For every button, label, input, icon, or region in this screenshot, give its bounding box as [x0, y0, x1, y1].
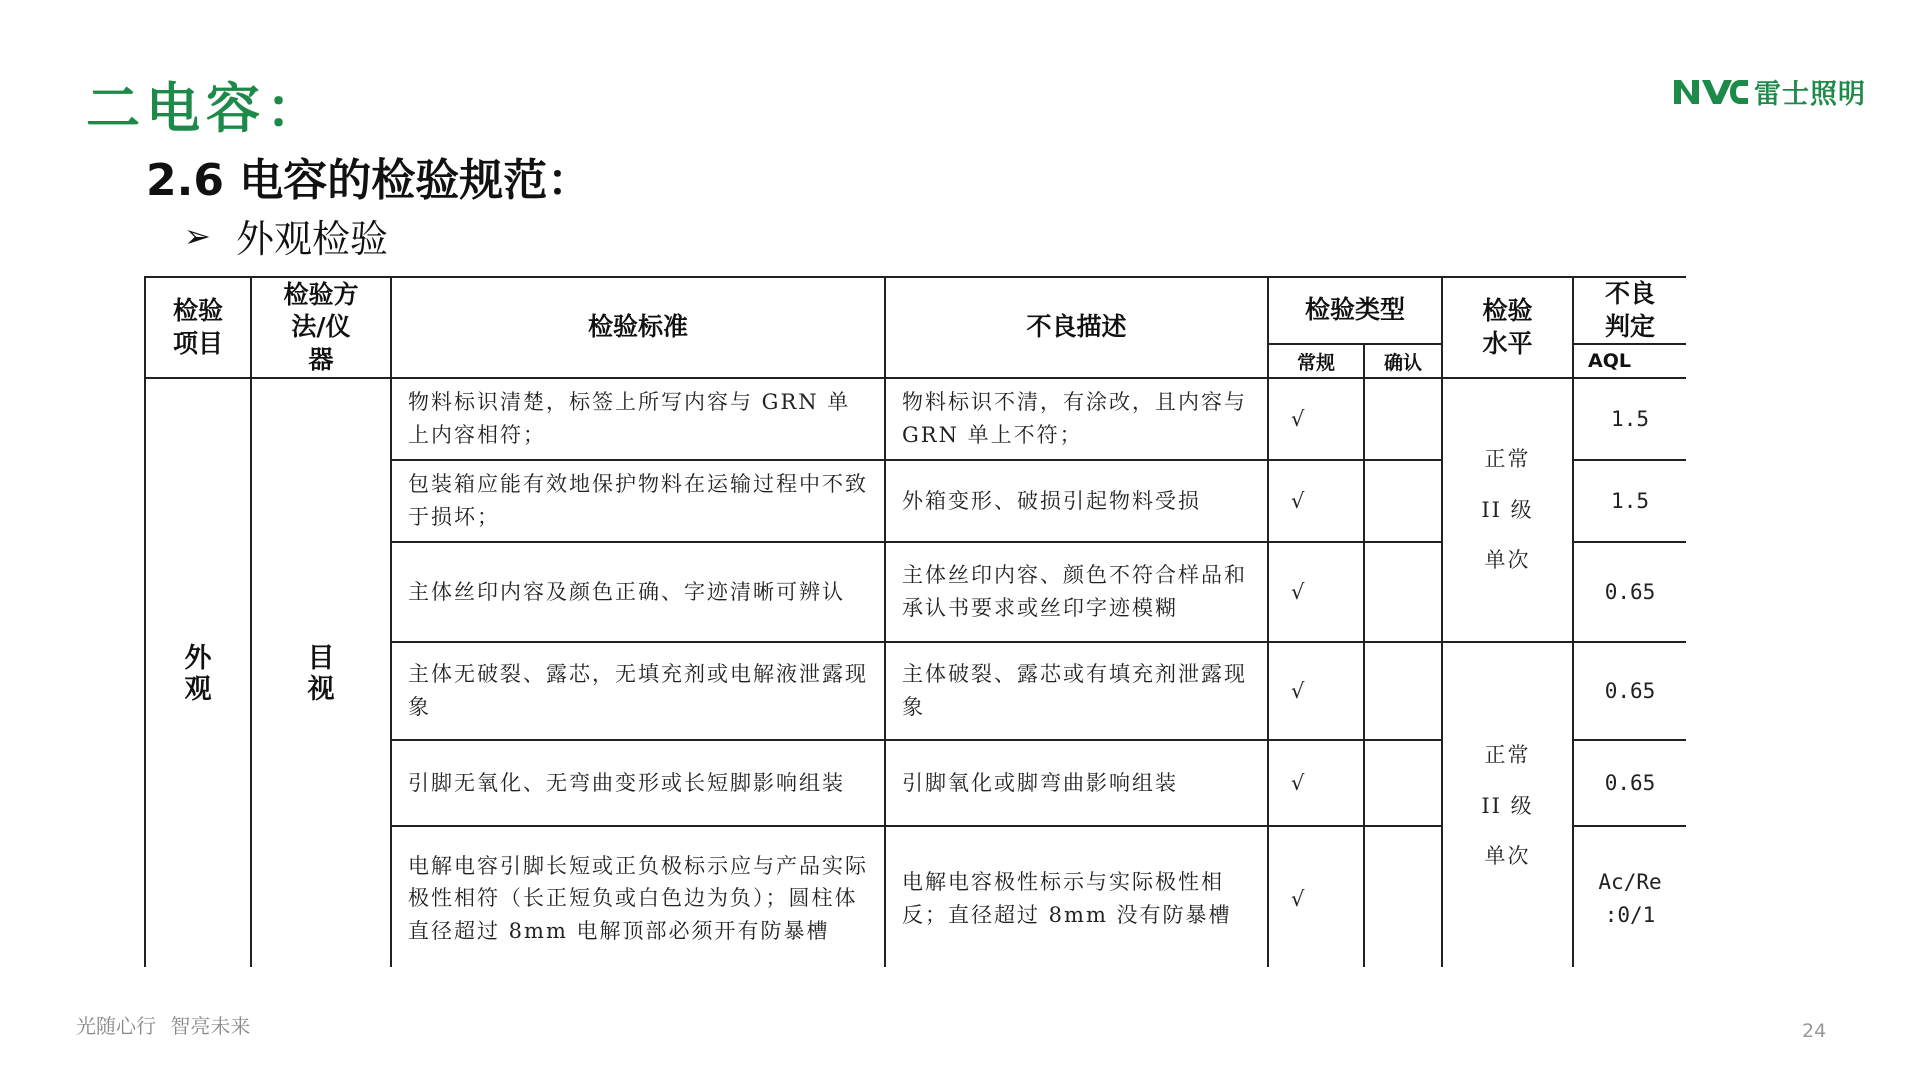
- standard-cell: 主体无破裂、露芯，无填充剂或电解液泄露现象: [391, 642, 885, 740]
- standard-cell: 包装箱应能有效地保护物料在运输过程中不致于损坏；: [391, 460, 885, 542]
- header-level: 检验水平: [1442, 277, 1573, 378]
- defect-cell: 主体破裂、露芯或有填充剂泄露现象: [885, 642, 1268, 740]
- aql-cell: 0.65: [1573, 642, 1686, 740]
- inspection-table-container: [144, 276, 1686, 967]
- standard-cell: 主体丝印内容及颜色正确、字迹清晰可辨认: [391, 542, 885, 642]
- defect-cell: 物料标识不清，有涂改，且内容与 GRN 单上不符；: [885, 378, 1268, 460]
- nvc-logo-mark-icon: [1672, 76, 1750, 106]
- arrow-bullet-icon: ➢: [184, 216, 211, 255]
- header-defect: 不良描述: [885, 277, 1268, 378]
- check-normal: √: [1268, 378, 1364, 460]
- header-judge: 不良判定: [1573, 277, 1686, 344]
- aql-cell: 0.65: [1573, 740, 1686, 826]
- nvc-logo: [1672, 74, 1866, 108]
- header-type-normal: 常规: [1268, 344, 1364, 378]
- check-normal: √: [1268, 542, 1364, 642]
- level-cell-1: [1442, 378, 1573, 642]
- header-item: 检验项目: [145, 277, 251, 378]
- inspection-spec-table: [144, 276, 1686, 967]
- aql-cell: 1.5: [1573, 460, 1686, 542]
- standard-cell: 物料标识清楚，标签上所写内容与 GRN 单上内容相符；: [391, 378, 885, 460]
- header-standard: 检验标准: [391, 277, 885, 378]
- logo-text: 雷士照明: [1754, 78, 1866, 110]
- bullet-item: [184, 208, 388, 263]
- level-line: 正常: [1484, 743, 1531, 768]
- header-aql: AQL: [1573, 344, 1686, 378]
- aql-cell: 0.65: [1573, 542, 1686, 642]
- aql-cell: 1.5: [1573, 378, 1686, 460]
- check-confirm: [1364, 642, 1442, 740]
- standard-cell: 引脚无氧化、无弯曲变形或长短脚影响组装: [391, 740, 885, 826]
- defect-cell: 主体丝印内容、颜色不符合样品和承认书要求或丝印字迹模糊: [885, 542, 1268, 642]
- check-normal: √: [1268, 826, 1364, 967]
- table-row: [145, 378, 1686, 460]
- slide-title: 二电容：: [86, 77, 326, 140]
- check-normal: √: [1268, 460, 1364, 542]
- level-line: 单次: [1484, 844, 1531, 869]
- footer-slogan: 光随心行 智亮未来: [76, 1014, 251, 1038]
- header-method: 检验方法/仪器: [251, 277, 391, 378]
- check-confirm: [1364, 378, 1442, 460]
- method-cell: 目视: [251, 378, 391, 967]
- header-type-confirm: 确认: [1364, 344, 1442, 378]
- check-confirm: [1364, 542, 1442, 642]
- check-confirm: [1364, 740, 1442, 826]
- page-number: 24: [1802, 1020, 1827, 1042]
- level-line: II 级: [1481, 793, 1534, 818]
- defect-cell: 引脚氧化或脚弯曲影响组装: [885, 740, 1268, 826]
- section-subtitle: 2.6 电容的检验规范：: [146, 155, 592, 206]
- check-confirm: [1364, 460, 1442, 542]
- aql-cell: Ac/Re :0/1: [1573, 826, 1686, 967]
- level-line: 正常: [1484, 447, 1531, 472]
- check-normal: √: [1268, 740, 1364, 826]
- level-line: II 级: [1481, 497, 1534, 522]
- defect-cell: 外箱变形、破损引起物料受损: [885, 460, 1268, 542]
- level-cell-2: [1442, 642, 1573, 967]
- check-confirm: [1364, 826, 1442, 967]
- standard-cell: 电解电容引脚长短或正负极标示应与产品实际极性相符（长正短负或白色边为负）；圆柱体直径超过 8mm 电解顶部必须开有防暴槽: [391, 826, 885, 967]
- defect-cell: 电解电容极性标示与实际极性相反；直径超过 8mm 没有防暴槽: [885, 826, 1268, 967]
- check-normal: √: [1268, 642, 1364, 740]
- header-type: 检验类型: [1268, 277, 1442, 344]
- level-line: 单次: [1484, 548, 1531, 573]
- item-cell: 外观: [145, 378, 251, 967]
- table-header-row: [145, 277, 1686, 344]
- bullet-label: 外观检验: [236, 217, 389, 261]
